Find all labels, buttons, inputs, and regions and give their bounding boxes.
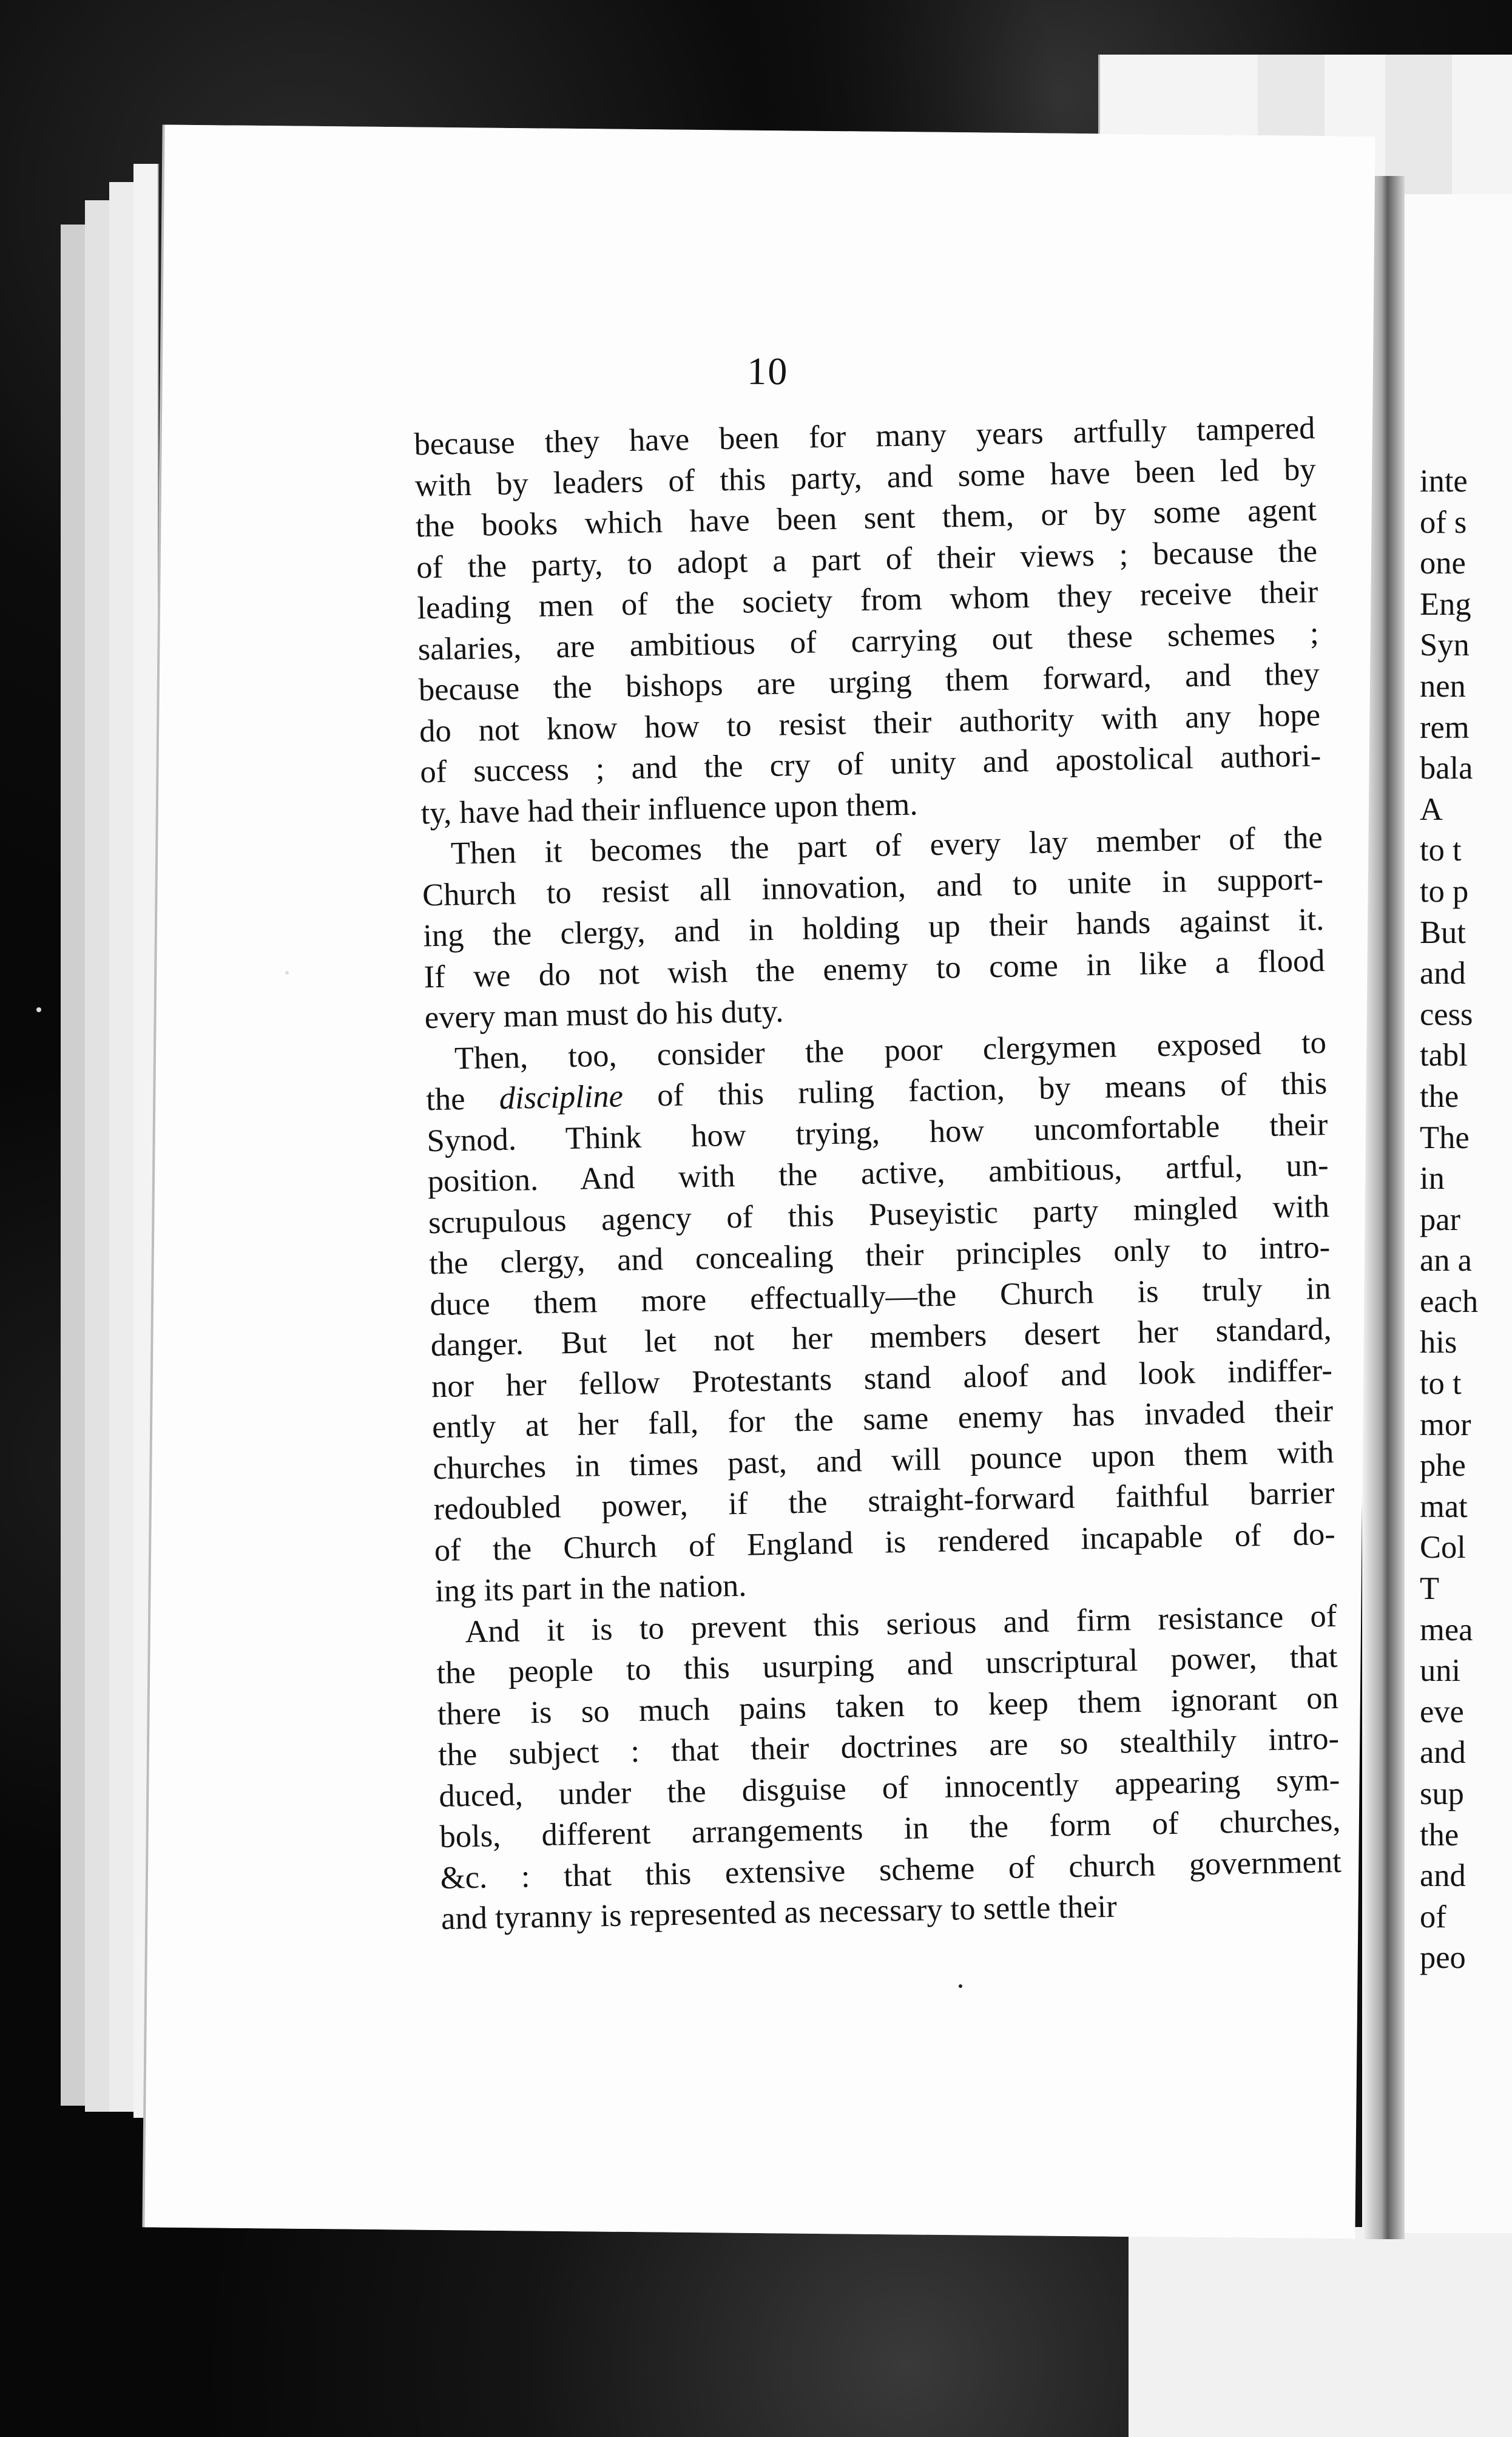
facing-line-fragment: his — [1420, 1325, 1457, 1360]
paragraph — [425, 1022, 1337, 1612]
dust-speck — [36, 1007, 41, 1012]
facing-line-fragment: A — [1420, 791, 1443, 827]
facing-line-fragment: and — [1420, 1735, 1466, 1771]
text-line: every man must do his duty. — [424, 993, 784, 1036]
dust-speck — [959, 1984, 962, 1988]
text-line: If we do not wish the enemy to come in like a flood — [424, 942, 1325, 995]
text-line: of the party, to adopt a part of their views ; because the — [416, 533, 1318, 585]
text-line: Then, too, consider the poor clergymen exposed to — [454, 1024, 1327, 1076]
facing-page-text — [1420, 461, 1512, 1979]
text-line: ing the clergy, and in holding up their hands against it. — [422, 902, 1325, 954]
text-line: ently at her fall, for the same enemy has invaded their — [431, 1393, 1334, 1445]
facing-line-fragment: the — [1420, 1078, 1459, 1114]
facing-line-fragment: to p — [1420, 873, 1469, 909]
text-line: ty, have had their influence upon them. — [420, 786, 918, 831]
facing-line-fragment: mor — [1420, 1407, 1471, 1442]
facing-page — [1402, 194, 1512, 2233]
paragraph — [414, 408, 1322, 834]
facing-line-fragment: But — [1420, 914, 1466, 950]
facing-line-fragment: the — [1420, 1817, 1459, 1853]
facing-line-fragment: and — [1420, 956, 1466, 992]
text-line: bols, different arrangements in the form of churches, — [439, 1802, 1341, 1855]
facing-line-fragment: to t — [1420, 1366, 1462, 1402]
text-line: ing its part in the nation. — [434, 1567, 747, 1609]
facing-line-fragment: cess — [1420, 996, 1473, 1032]
text-line: Church to resist all innovation, and to unite in support- — [422, 860, 1324, 913]
text-line: leading men of the society from whom they receive their — [416, 574, 1318, 626]
text-line: position. And with the active, ambitious, artful, un- — [427, 1148, 1329, 1200]
facing-line-fragment: Col — [1420, 1530, 1466, 1566]
dust-speck — [285, 971, 289, 975]
facing-line-fragment: Syn — [1420, 627, 1470, 663]
text-line: Then it becomes the part of every lay member of the — [450, 820, 1323, 871]
page-stack-edge — [109, 182, 135, 2112]
facing-line-fragment: to t — [1420, 833, 1462, 868]
text-line: the clergy, and concealing their principles only to intro- — [428, 1229, 1331, 1282]
text-span: of this ruling faction, by means of this — [623, 1066, 1328, 1114]
paragraph — [421, 817, 1326, 1039]
facing-line-fragment: one — [1420, 546, 1466, 581]
text-line: churches in times past, and will pounce upon them with — [432, 1434, 1334, 1486]
facing-line-fragment: eve — [1420, 1694, 1464, 1729]
facing-line-fragment: uni — [1420, 1653, 1461, 1689]
text-line: of success ; and the cry of unity and apostolical authori- — [419, 738, 1321, 790]
facing-line-fragment: each — [1420, 1283, 1479, 1319]
facing-line-fragment: an a — [1420, 1243, 1472, 1279]
body-text — [414, 408, 1343, 1939]
text-line: nor her fellow Protestants stand aloof and look indiffer- — [431, 1352, 1333, 1404]
page-number: 10 — [746, 349, 789, 393]
text-line: salaries, are ambitious of carrying out these schemes ; — [417, 615, 1320, 667]
facing-line-fragment: par — [1420, 1202, 1461, 1237]
book-page — [144, 125, 1375, 2239]
text-line: And it is to prevent this serious and firm resistance of — [464, 1598, 1337, 1649]
facing-line-fragment: Eng — [1420, 586, 1471, 622]
text-line: do not know how to resist their authority with any hope — [419, 697, 1321, 749]
facing-line-fragment: nen — [1420, 668, 1466, 704]
page-stack-edge — [61, 225, 86, 2106]
text-span: the — [425, 1081, 500, 1118]
facing-line-fragment: T — [1420, 1571, 1440, 1607]
facing-line-fragment: mat — [1420, 1489, 1468, 1524]
text-line: duced, under the disguise of innocently appearing sym- — [438, 1762, 1340, 1814]
text-line: scrupulous agency of this Puseyistic party mingled with — [428, 1188, 1330, 1240]
text-line: there is so much pains taken to keep them ignorant on — [437, 1680, 1339, 1732]
facing-line-fragment: mea — [1420, 1612, 1473, 1648]
text-line: because they have been for many years artfully tampered — [414, 410, 1315, 462]
text-line: with by leaders of this party, and some have been led by — [414, 451, 1317, 503]
text-line: of the Church of England is rendered incapable of do- — [434, 1516, 1336, 1568]
emphasized-word: discipline — [499, 1078, 624, 1117]
text-line: the people to this usurping and unscriptural power, that — [436, 1638, 1338, 1691]
facing-line-fragment: peo — [1420, 1940, 1466, 1976]
text-line: Synod. Think how trying, how uncomfortable their — [427, 1106, 1328, 1158]
text-line: &c. : that this extensive scheme of church government — [440, 1844, 1342, 1896]
facing-line-fragment: sup — [1420, 1776, 1464, 1811]
book-bottom-edge — [1129, 2227, 1512, 2437]
facing-line-fragment: of — [1420, 1899, 1446, 1935]
text-line: danger. But let not her members desert her standard, — [430, 1311, 1332, 1364]
text-line: the subject : that their doctrines are so stealthily intro- — [437, 1720, 1340, 1773]
text-line: because the bishops are urging them forward, and they — [418, 656, 1320, 708]
facing-line-fragment: inte — [1420, 464, 1468, 499]
text-line: duce them more effectually—the Church is truly in — [430, 1270, 1331, 1322]
facing-line-fragment: bala — [1420, 751, 1473, 786]
paragraph — [436, 1595, 1343, 1939]
facing-line-fragment: and — [1420, 1858, 1466, 1894]
facing-line-fragment: of s — [1420, 504, 1467, 540]
page-stack-edge — [85, 200, 110, 2112]
text-line: the books which have been sent them, or by some agent — [415, 492, 1317, 544]
facing-line-fragment: rem — [1420, 709, 1470, 745]
facing-line-fragment: in — [1420, 1161, 1445, 1197]
facing-line-fragment: phe — [1420, 1448, 1466, 1484]
text-line: redoubled power, if the straight-forward faithful barrier — [433, 1475, 1335, 1527]
facing-line-fragment: tabl — [1420, 1038, 1468, 1073]
facing-line-fragment: The — [1420, 1120, 1470, 1155]
text-line: and tyranny is represented as necessary to settle their — [440, 1888, 1118, 1937]
